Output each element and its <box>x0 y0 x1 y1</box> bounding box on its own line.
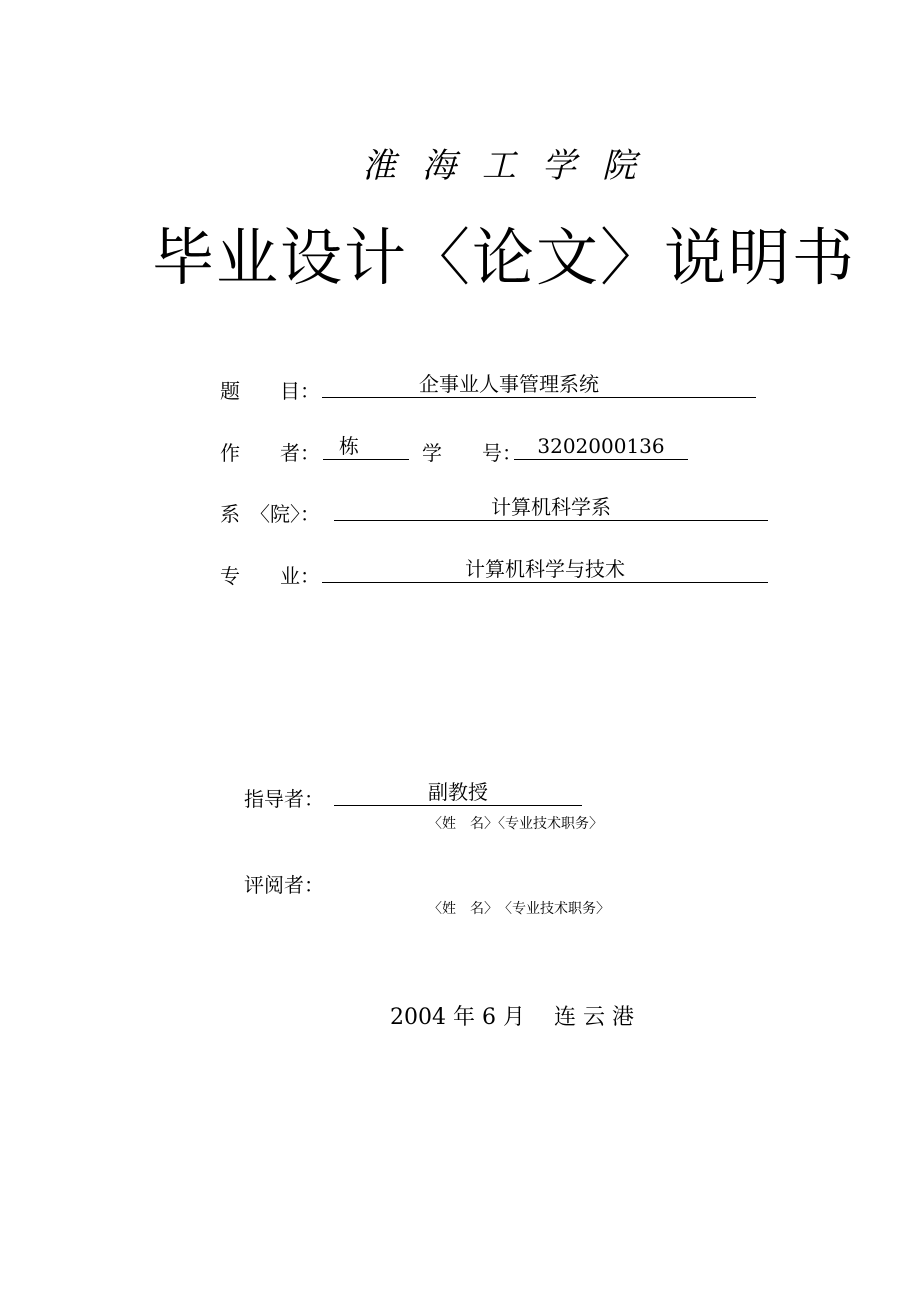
advisor-text: 副教授 <box>428 780 488 804</box>
advisor-value <box>334 779 582 806</box>
major-text: 计算机科学与技术 <box>465 557 625 581</box>
major-value <box>322 556 768 583</box>
student-id-text: 3202000136 <box>537 434 665 458</box>
author-text: 栋 <box>339 434 359 458</box>
reviewer-label: 评阅者： <box>244 873 324 897</box>
topic-value <box>322 371 756 398</box>
department-value <box>334 494 768 521</box>
major-label: 专 业： <box>220 564 320 588</box>
department-label: 系 〈院〉： <box>220 502 320 526</box>
department-text: 计算机科学系 <box>491 495 611 519</box>
student-id-value <box>514 433 688 460</box>
topic-label: 题 目： <box>220 379 320 403</box>
student-id-label: 学 号： <box>422 441 522 465</box>
topic-text: 企事业人事管理系统 <box>419 372 599 396</box>
author-label: 作 者： <box>220 441 320 465</box>
advisor-note: 〈姓 名〉〈专业技术职务〉 <box>428 816 603 832</box>
advisor-label: 指导者： <box>244 787 324 811</box>
document-title: 毕业设计〈论文〉说明书 <box>152 221 857 294</box>
author-value <box>323 433 409 460</box>
date-place: 2004 年 6 月 连 云 港 <box>390 1005 634 1030</box>
school-name: 淮海工学院 <box>362 146 662 186</box>
reviewer-note: 〈姓 名〉 〈专业技术职务〉 <box>428 901 610 917</box>
